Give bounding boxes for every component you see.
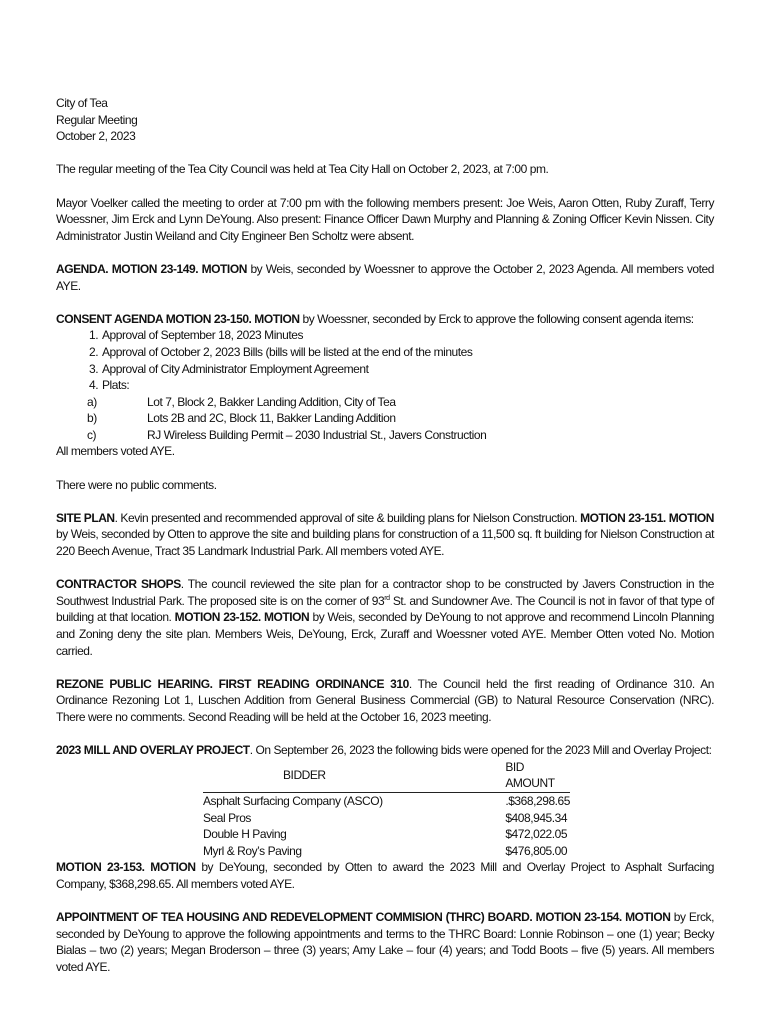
- bid-row: [203, 792, 570, 809]
- bids-header-row: [203, 759, 570, 793]
- bidder-column-header: BIDDER: [203, 759, 505, 793]
- site-plan-heading: SITE PLAN: [56, 510, 115, 525]
- city-name: City of Tea: [56, 96, 108, 110]
- meeting-date: October 2, 2023: [56, 129, 136, 144]
- bidder-cell: Asphalt Surfacing Company (ASCO): [203, 793, 383, 808]
- amount-cell: $408,945.34: [505, 810, 568, 825]
- plat-item: [56, 427, 714, 444]
- amount-cell: .$368,298.65: [505, 793, 570, 808]
- consent-item: 3. Approval of City Administrator Employment Agreement: [101, 361, 714, 378]
- mill-text: . On September 26, 2023 the following bids were opened for the 2023 Mill and Overlay Project:: [249, 743, 712, 758]
- consent-heading: CONSENT AGENDA MOTION 23-150. MOTION: [56, 311, 300, 326]
- contractor-motion: MOTION 23-152. MOTION: [174, 610, 310, 625]
- rezone-paragraph: [56, 676, 714, 726]
- agenda-paragraph: [56, 261, 714, 294]
- contractor-shops-paragraph: [56, 576, 714, 659]
- meeting-minutes-document: [56, 95, 714, 975]
- consent-agenda-section: [56, 311, 714, 460]
- amount-cell: $476,805.00: [505, 843, 568, 858]
- mill-paragraph: [56, 742, 714, 759]
- contractor-motion-text: by Weis, seconded by DeYoung to not approve and recommend Lincoln Planning and Zoning deny the site plan. Members Weis, DeYoung, Erck, Zuraff and Woessner voted AYE. Member Otten voted No. Motion carried.: [56, 610, 714, 658]
- bid-row: [203, 810, 570, 827]
- bid-row: [203, 826, 570, 843]
- document-header: [56, 95, 714, 145]
- plat-letter: c): [87, 427, 97, 442]
- bidder-cell: Seal Pros: [203, 810, 251, 825]
- amount-column-header: BID AMOUNT: [505, 759, 570, 793]
- consent-item: 2. Approval of October 2, 2023 Bills (bills will be listed at the end of the minutes: [101, 344, 714, 361]
- bids-table: [203, 759, 570, 860]
- plat-letter: b): [87, 411, 97, 426]
- consent-text: by Woessner, seconded by Erck to approve the following consent agenda items:: [299, 311, 694, 326]
- plats-list: [56, 394, 714, 444]
- consent-item: 1. Approval of September 18, 2023 Minutes: [101, 327, 714, 344]
- consent-closing: All members voted AYE.: [56, 444, 175, 459]
- consent-item: [101, 377, 714, 394]
- plat-letter: a): [87, 394, 97, 409]
- plat-item: [56, 410, 714, 427]
- rezone-text: . The Council held the first reading of Ordinance 310. An Ordinance Rezoning Lot 1, Luschen Addition from General Business Commercial (GB) to Natural Resource Conservation (NRC). There were no comments. Second Reading will be held at the October 16, 2023 meeting.: [56, 676, 714, 724]
- meeting-type: Regular Meeting: [56, 112, 138, 127]
- agenda-heading: AGENDA. MOTION 23-149. MOTION: [56, 261, 247, 276]
- consent-items-list: [56, 327, 714, 393]
- site-plan-motion-text: by Weis, seconded by Otten to approve the site and building plans for construction of a 11,500 sq. ft building for Nielson Construction at 220 Beech Avenue, Tract 35 Landmark Industrial Park. All members voted AYE.: [56, 527, 714, 559]
- site-plan-paragraph: [56, 510, 714, 560]
- thrc-text: by Erck, seconded by DeYoung to approve the following appointments and terms to the THRC Board: Lonnie Robinson – one (1) year; Becky Bialas – two (2) years; Megan Broderson – three (3) years; Amy Lake – four (4) years; and Todd Boots – five (5) years. All members voted AYE.: [56, 910, 714, 974]
- plat-text: Lots 2B and 2C, Block 11, Bakker Landing Addition: [147, 411, 396, 426]
- agenda-text: by Weis, seconded by Woessner to approve the October 2, 2023 Agenda. All members voted AYE.: [56, 261, 714, 293]
- site-plan-motion: MOTION 23-151. MOTION: [580, 510, 715, 525]
- public-comments-paragraph: There were no public comments.: [56, 477, 217, 492]
- bidder-cell: Double H Paving: [203, 827, 287, 842]
- plat-item: [56, 394, 714, 411]
- consent-paragraph: [56, 311, 714, 328]
- thrc-paragraph: [56, 909, 714, 975]
- bid-row: [203, 843, 570, 860]
- roll-call-paragraph: Mayor Voelker called the meeting to order at 7:00 pm with the following members present: Joe Weis, Aaron Otten, Ruby Zuraff, Terry Woessner, Jim Erck and Lynn DeYoung. Also present: Finance Officer Dawn Murphy and Planning & Zoning Officer Kevin Nissen. City Administrator Justin Weiland and City Engineer Ben Scholtz were absent.: [56, 195, 714, 243]
- mill-motion-paragraph: [56, 859, 714, 892]
- mill-motion-text: by DeYoung, seconded by Otten to award the 2023 Mill and Overlay Project to Asphalt Surfacing Company, $368,298.65. All members voted AYE.: [56, 860, 714, 891]
- site-plan-text: . Kevin presented and recommended approval of site & building plans for Nielson Construction.: [114, 510, 581, 525]
- bidder-cell: Myrl & Roy’s Paving: [203, 843, 302, 858]
- plat-text: RJ Wireless Building Permit – 2030 Industrial St., Javers Construction: [147, 427, 487, 442]
- amount-cell: $472,022.05: [505, 827, 568, 842]
- mill-heading: 2023 MILL AND OVERLAY PROJECT: [56, 743, 250, 758]
- contractor-text: . The council reviewed the site plan for a contractor shop to be constructed by Javers Construction in the Southwest Industrial Park. The proposed site is on the corner of 93: [56, 577, 714, 608]
- contractor-heading: CONTRACTOR SHOPS: [56, 577, 181, 592]
- plat-text: Lot 7, Block 2, Bakker Landing Addition, City of Tea: [147, 394, 396, 409]
- ordinal-suffix: rd: [384, 594, 390, 602]
- thrc-heading: APPOINTMENT OF TEA HOUSING AND REDEVELOPMENT COMMISION (THRC) BOARD. MOTION 23-154. MOTION: [56, 910, 671, 925]
- intro-paragraph: The regular meeting of the Tea City Council was held at Tea City Hall on October 2, 2023, at 7:00 pm.: [56, 162, 549, 177]
- mill-overlay-section: [56, 742, 714, 892]
- contractor-text-continued: St. and Sundowner Ave. The Council is not in favor of that type of building at that location.: [56, 593, 714, 625]
- mill-motion: MOTION 23-153. MOTION: [56, 860, 196, 875]
- rezone-heading: REZONE PUBLIC HEARING. FIRST READING ORDINANCE 310: [56, 676, 409, 691]
- plats-label: Plats:: [102, 378, 130, 393]
